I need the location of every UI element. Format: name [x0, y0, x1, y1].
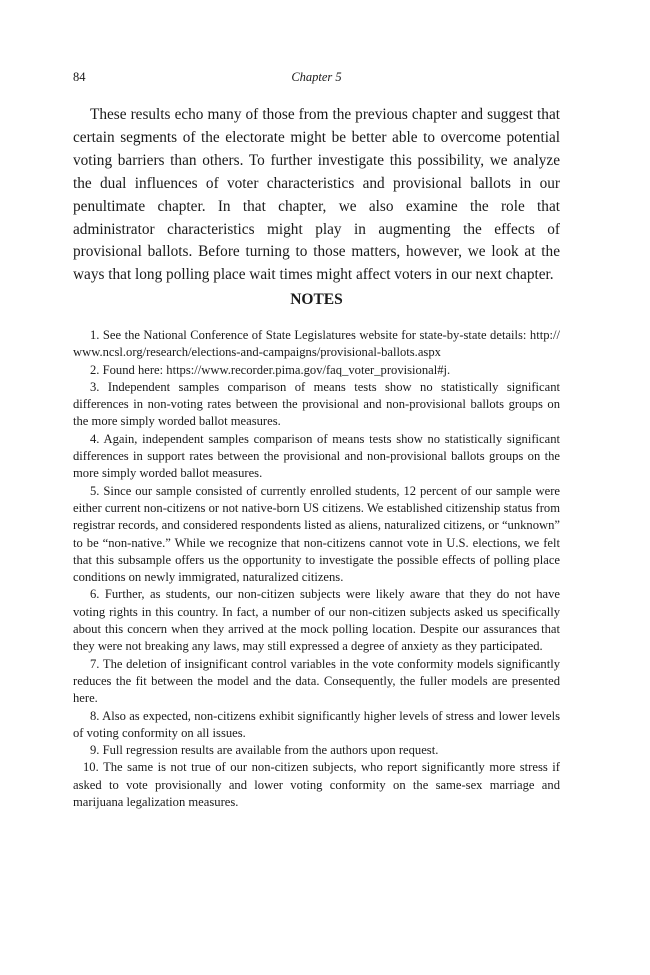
- note-number: 3.: [90, 379, 100, 394]
- note-text: Found here: https://www.recorder.pima.gov/faq_voter_provisional#j.: [102, 362, 451, 377]
- note-7: [73, 656, 560, 708]
- note-text: Again, independent samples comparison of means tests show no statistically significant differences in support rates between the provisional and non-provisional ballots groups on the more simply worded ballot measures.: [73, 431, 560, 481]
- note-text: Further, as students, our non-citizen subjects were likely aware that they do not have voting rights in this country. In fact, a number of our non-citizen subjects asked us specifically about this concern when they arrived at the mock polling location. Despite our assurances that they were not breaking any laws, may still expressed a degree of anxiety as they participated.: [73, 587, 560, 654]
- running-head: Chapter 5: [291, 70, 342, 84]
- note-8: [73, 708, 560, 743]
- notes-heading: NOTES: [290, 291, 343, 308]
- note-5: [73, 483, 560, 587]
- note-number: 6.: [90, 587, 100, 602]
- note-number: 8.: [90, 708, 100, 723]
- note-1: [73, 327, 560, 362]
- body-paragraph: These results echo many of those from the previous chapter and suggest that certain segments of the electorate might be better able to overcome potential voting barriers than others. To further investigate this possibility, we analyze the dual influences of voter characteristics and provisional ballots in our penultimate chapter. In that chapter, we also examine the role that administrator characteristics might play in augmenting the effects of provisional ballots. Before turning to those matters, however, we look at the ways that long polling place wait times might affect voters in our next chapter.: [73, 106, 560, 284]
- note-text: Also as expected, non-citizens exhibit significantly higher levels of stress and lower levels of voting conformity on all issues.: [73, 708, 560, 740]
- note-text: See the National Conference of State Legislatures website for state-by-state details:: [102, 328, 527, 342]
- note-2: [73, 362, 560, 379]
- note-number: 1.: [90, 328, 100, 342]
- note-number: 9.: [90, 743, 100, 758]
- note-text: Independent samples comparison of means tests show no statistically significant differences in non-voting rates between the provisional and non-provisional ballots groups on the more simply worded ballot measures.: [73, 379, 560, 429]
- note-number: 2.: [90, 362, 100, 377]
- note-3: [73, 379, 560, 431]
- note-number: 7.: [90, 656, 100, 671]
- note-number: 5.: [90, 483, 100, 498]
- note-text: The deletion of insignificant control variables in the vote conformity models significantly reduces the fit between the model and the data. Consequently, the fuller models are presented here.: [73, 656, 561, 706]
- page-header: [73, 70, 560, 90]
- note-text: The same is not true of our non-citizen subjects, who report significantly more stress if asked to vote provisionally and lower voting conformity on the same-sex marriage and marijuana legalization measures.: [73, 760, 560, 810]
- notes-list: [73, 327, 560, 811]
- note-number: 4.: [90, 431, 100, 446]
- note-text: Full regression results are available from the authors upon request.: [102, 743, 439, 758]
- note-text: Since our sample consisted of currently enrolled students, 12 percent of our sample were either current non-citizens or not native-born US citizens. We established citizenship status from registrar records, and considered respondents listed as aliens, naturalized citizens, or “unknown” to be “non-native.” While we recognize that non-citizens cannot vote in U.S. elections, we felt that this subsample offers us the opportunity to investigate the possible effects of polling place conditions on newly immigrated, naturalized citizens.: [73, 483, 560, 585]
- note-10: [73, 759, 560, 811]
- page-number: 84: [73, 70, 86, 84]
- note-link[interactable]: http://www.ncsl.org/research/elections-and-campaigns/provisional-ballots.aspx: [73, 328, 560, 360]
- note-number: 10.: [83, 760, 99, 775]
- note-6: [73, 586, 560, 655]
- note-4: [73, 431, 560, 483]
- note-9: [73, 742, 560, 759]
